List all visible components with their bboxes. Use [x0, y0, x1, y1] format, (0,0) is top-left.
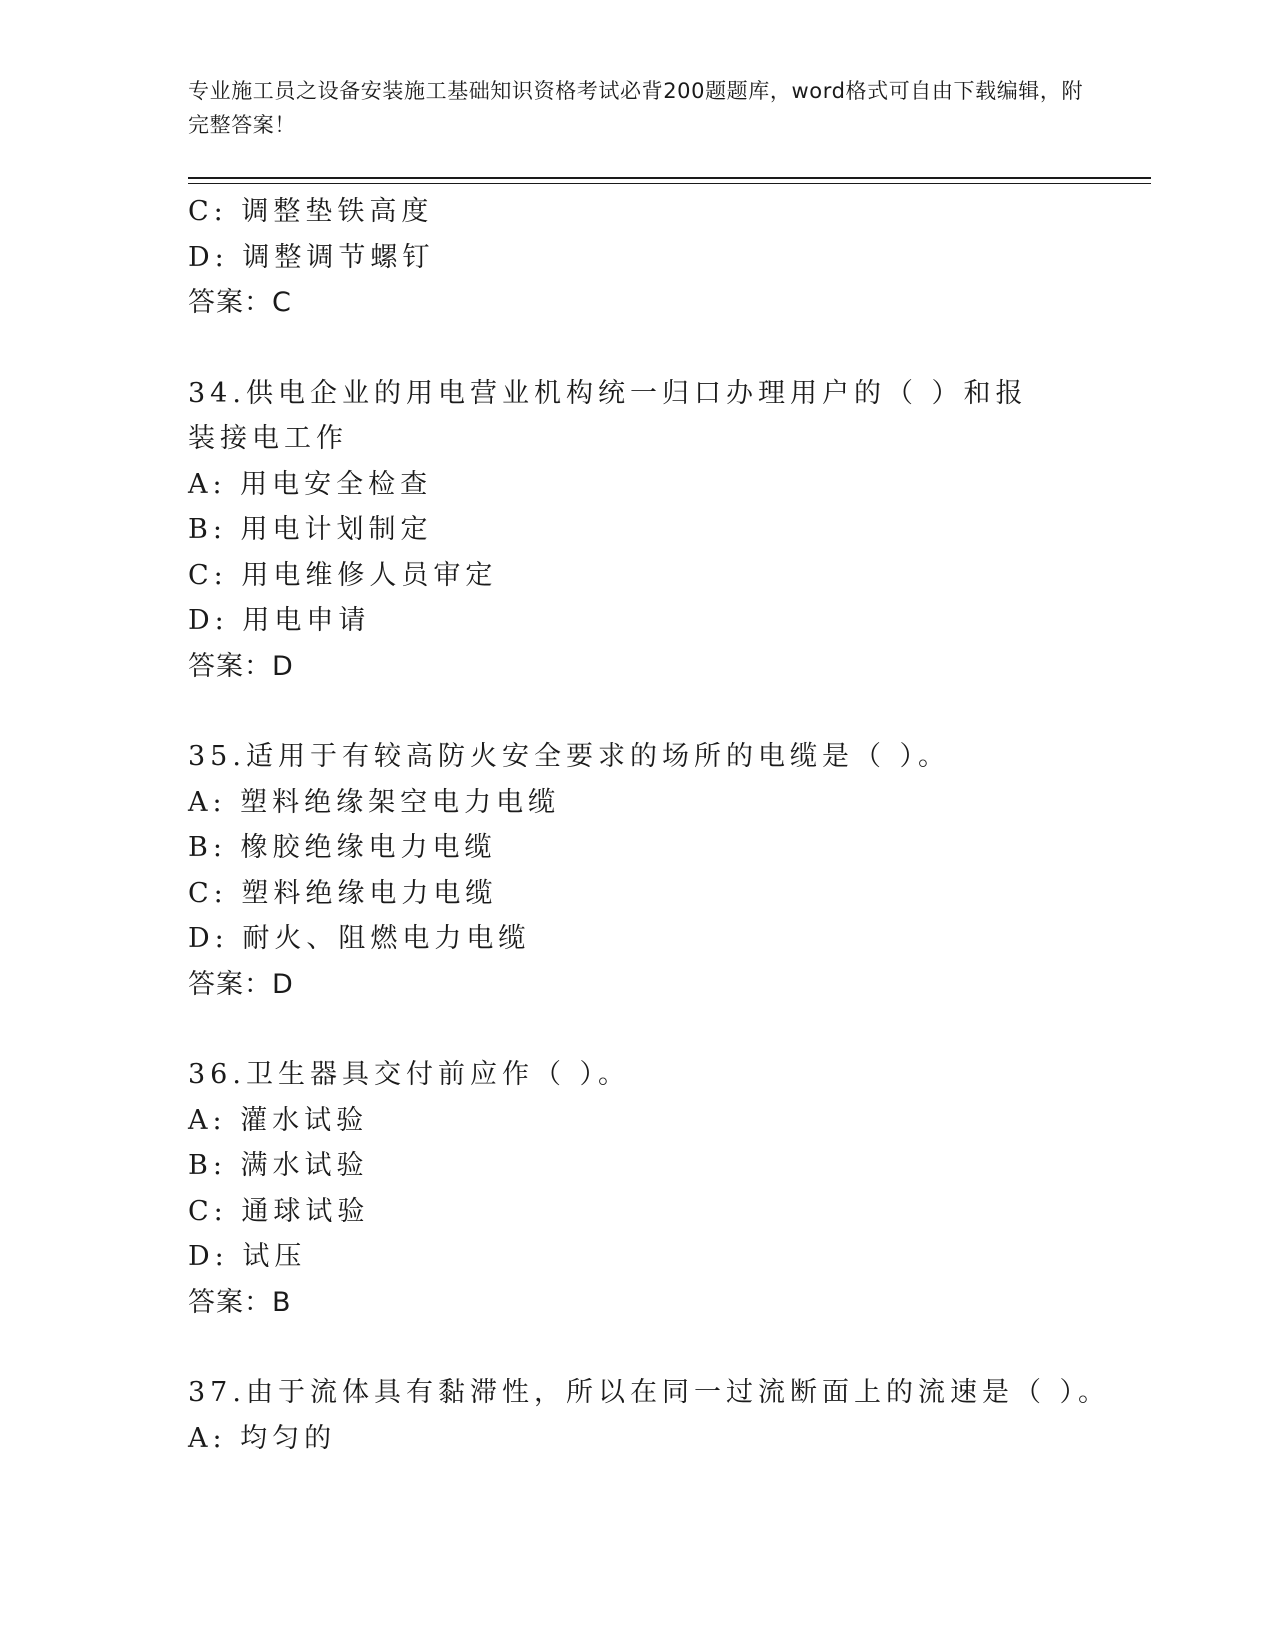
- document-header: 专业施工员之设备安装施工基础知识资格考试必背200题题库，word格式可自由下载编辑，附完整答案！: [188, 79, 1084, 137]
- question-36: [188, 1052, 1088, 1325]
- option-a: A: 用电安全检查: [188, 468, 433, 500]
- question-stem: 35.适用于有较高防火安全要求的场所的电缆是（ ）。: [188, 741, 951, 772]
- option-d: D: 耐火、阻燃电力电缆: [188, 923, 531, 954]
- answer-label: 答案：B: [188, 1286, 292, 1318]
- option-c: C: 塑料绝缘电力电缆: [188, 877, 498, 909]
- question-stem: 34.供电企业的用电营业机构统一归口办理用户的（ ）和报装接电工作: [188, 377, 1028, 454]
- question-34: [188, 371, 1088, 690]
- spacer: [188, 1325, 1088, 1370]
- option-b: B: 用电计划制定: [188, 514, 433, 545]
- answer-label: 答案：C: [188, 287, 292, 318]
- answer-label: 答案：D: [188, 650, 294, 682]
- option-a: A: 均匀的: [188, 1422, 337, 1454]
- option-d: D: 调整调节螺钉: [188, 241, 435, 273]
- question-37: [188, 1370, 1111, 1461]
- answer-label: 答案：D: [188, 968, 294, 1000]
- option-a: A: 灌水试验: [188, 1104, 369, 1136]
- spacer: [188, 326, 1088, 371]
- option-d: D: 试压: [188, 1241, 307, 1272]
- question-35: [188, 734, 1088, 1007]
- option-b: B: 橡胶绝缘电力电缆: [188, 832, 497, 863]
- question-33-continued: [188, 189, 1088, 326]
- spacer: [188, 1007, 1088, 1052]
- option-c: C: 通球试验: [188, 1195, 370, 1227]
- option-b: B: 满水试验: [188, 1150, 369, 1181]
- question-list: [188, 189, 1111, 1461]
- header-divider-thin: [188, 183, 1151, 184]
- option-a: A: 塑料绝缘架空电力电缆: [188, 786, 561, 818]
- question-stem: 36.卫生器具交付前应作（ ）。: [188, 1059, 631, 1090]
- question-stem: 37.由于流体具有黏滞性，所以在同一过流断面上的流速是（ ）。: [188, 1377, 1111, 1408]
- option-d: D: 用电申请: [188, 605, 371, 636]
- option-c: C: 用电维修人员审定: [188, 559, 498, 591]
- option-c: C: 调整垫铁高度: [188, 196, 434, 227]
- header-divider-thick: [188, 177, 1151, 179]
- spacer: [188, 689, 1088, 734]
